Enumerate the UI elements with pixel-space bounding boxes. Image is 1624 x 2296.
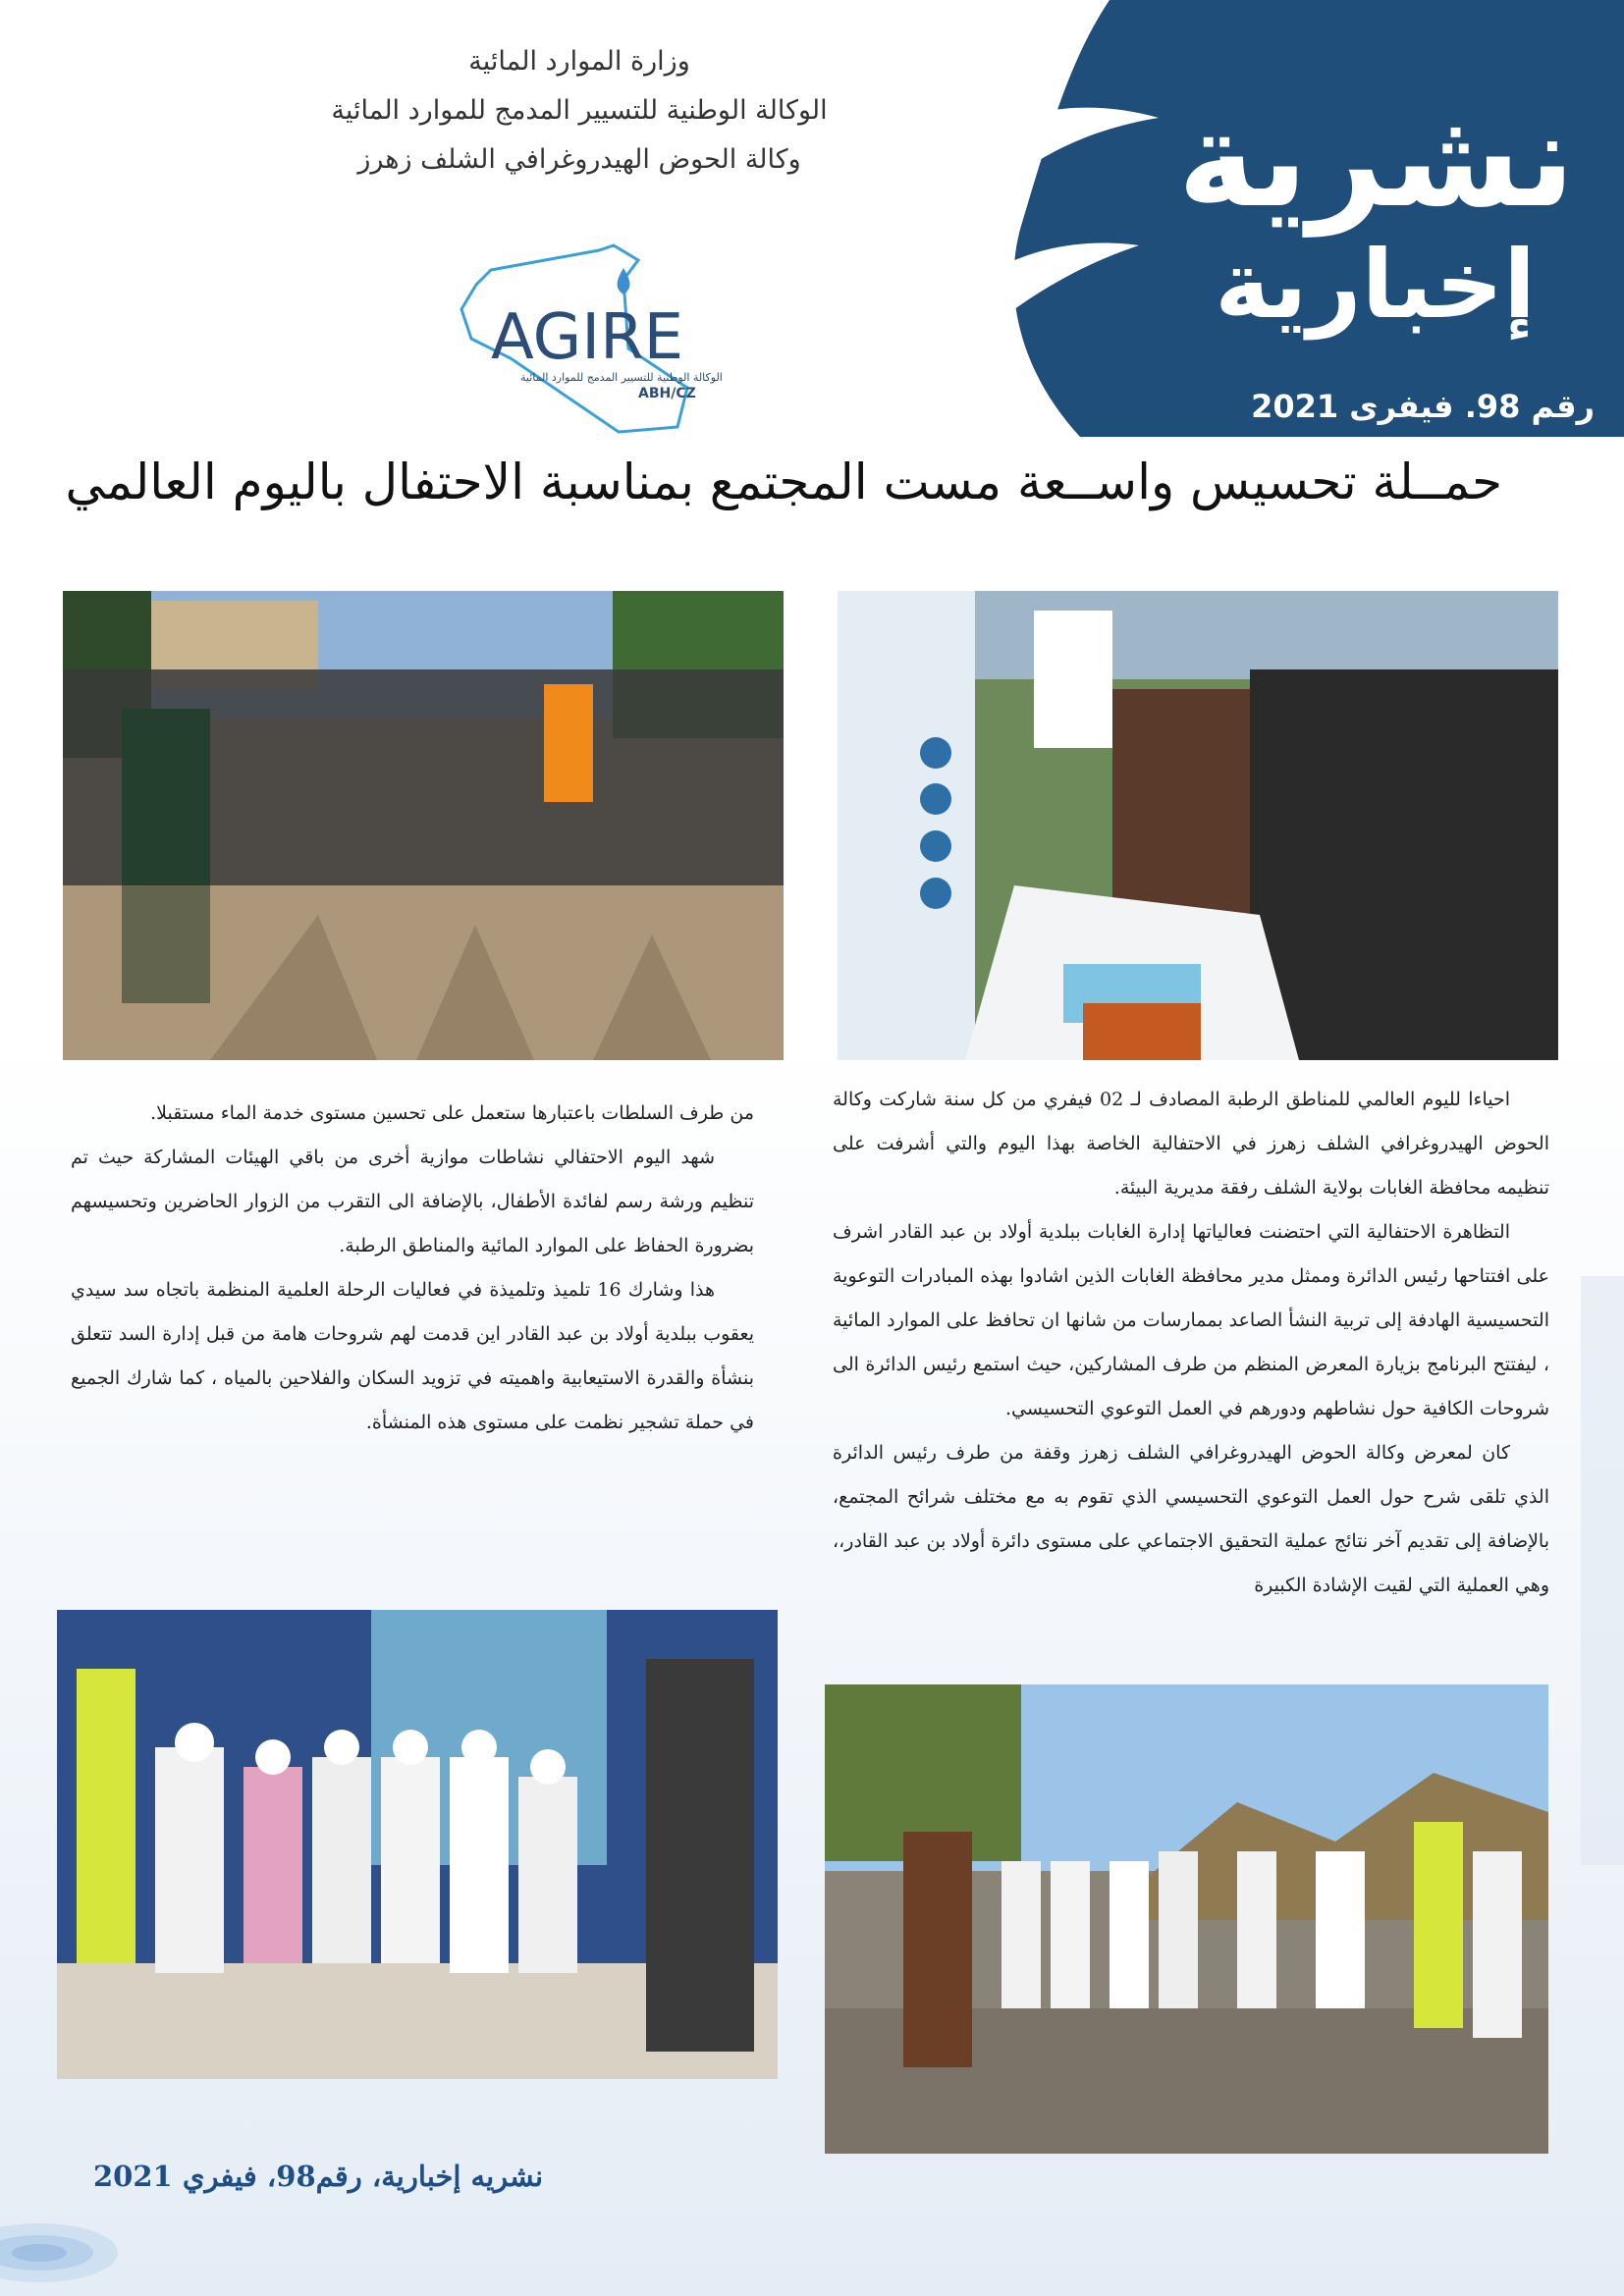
article-column-right	[833, 1078, 1549, 1608]
agire-logo	[452, 240, 736, 447]
paragraph: احياءا لليوم العالمي للمناطق الرطبة المصادف لـ 02 فيفري من كل سنة شاركت وكالة الحوض الهيدروغرافي الشلف زهرز في الاحتفالية الخاصة بهذا اليوم والتي أشرفت على تنظيمه محافظة الغابات بولاية الشلف رفقة مديرية البيئة.	[833, 1089, 1549, 1199]
water-swirl-icon	[0, 2199, 137, 2296]
paragraph: كان لمعرض وكالة الحوض الهيدروغرافي الشلف زهرز وقفة من طرف رئيس الدائرة الذي تلقى شرح حول العمل التوعوي التحسيسي الذي تقوم به مع مختلف شرائح المجتمع، بالإضافة إلى تقديم آخر نتائج عملية التحقيق الاجتماعي على مستوى دائرة أولاد بن عبد القادر،، وهي العملية التي لقيت الإشادة الكبيرة	[833, 1442, 1549, 1596]
photo-exhibition-stand	[838, 591, 1558, 1060]
paragraph: شهد اليوم الاحتفالي نشاطات موازية أخرى من باقي الهيئات المشاركة حيث تم تنظيم ورشة رسم لفائدة الأطفال، بالإضافة الى التقرب من الزوار الحاضرين وتحسيسهم بضرورة الحفاظ على الموارد المائية والمناطق الرطبة.	[71, 1147, 754, 1256]
paragraph: التظاهرة الاحتفالية التي احتضنت فعالياتها إدارة الغابات ببلدية أولاد بن عبد القادر اشرف على افتتاحها رئيس الدائرة وممثل مدير محافظة الغابات الذين اشادوا بهذه المبادرات التوعوية التحسيسية الهادفة إلى تربية النشأ الصاعد بممارسات من شانها ان تحافظ على الموارد المائية ، ليفتتح البرنامج بزيارة المعرض المنظم من طرف المشاركين، حيث استمع رئيس الدائرة الى شروحات الكافية حول نشاطهم ودورهم في العمل التوعوي التحسيسي.	[833, 1221, 1549, 1419]
page-headline: حمــلة تحسيس واســعة مست المجتمع بمناسبة الاحتفال باليوم العالمي	[65, 454, 1502, 510]
photo-children-indoors	[57, 1610, 778, 2079]
footer-issue: نشريه إخبارية، رقم98، فيفري 2021	[93, 2160, 544, 2193]
photo-officials-crowd	[63, 591, 784, 1060]
masthead-title: نشرية	[1177, 82, 1575, 237]
logo-code: ABH/CZ	[638, 386, 696, 401]
photo-dam-visit	[825, 1684, 1548, 2154]
logo-wordmark: AGIRE	[491, 301, 684, 374]
issue-number: رقم 98. فيفرى 2021	[1251, 388, 1595, 425]
agency-name: الوكالة الوطنية للتسيير المدمج للموارد المائية	[331, 95, 828, 126]
ministry-header	[295, 37, 864, 185]
basin-agency-name: وكالة الحوض الهيدروغرافي الشلف زهرز	[357, 144, 801, 175]
article-column-left	[71, 1092, 754, 1445]
ministry-name: وزارة الموارد المائية	[468, 46, 690, 77]
paragraph: من طرف السلطات باعتبارها ستعمل على تحسين مستوى خدمة الماء مستقبلا.	[150, 1102, 754, 1124]
algeria-map-icon	[452, 240, 736, 447]
masthead-subtitle: إخبارية	[1215, 230, 1536, 340]
masthead-banner	[962, 0, 1624, 437]
paragraph: هذا وشارك 16 تلميذ وتلميذة في فعاليات الرحلة العلمية المنظمة باتجاه سد سيدي يعقوب ببلدية أولاد بن عبد القادر اين قدمت لهم شروحات هامة من قبل إدارة السد تتعلق بنشأة والقدرة الاستيعابية واهميته في تزويد السكان والفلاحين بالمياه ، كما شارك الجميع في حملة تشجير نظمت على مستوى هذه المنشأة.	[71, 1279, 754, 1433]
logo-subtitle: الوكالة الوطنية للتسيير المدمج للموارد المائية	[520, 371, 723, 384]
decorative-watermark	[1561, 1276, 1624, 1865]
